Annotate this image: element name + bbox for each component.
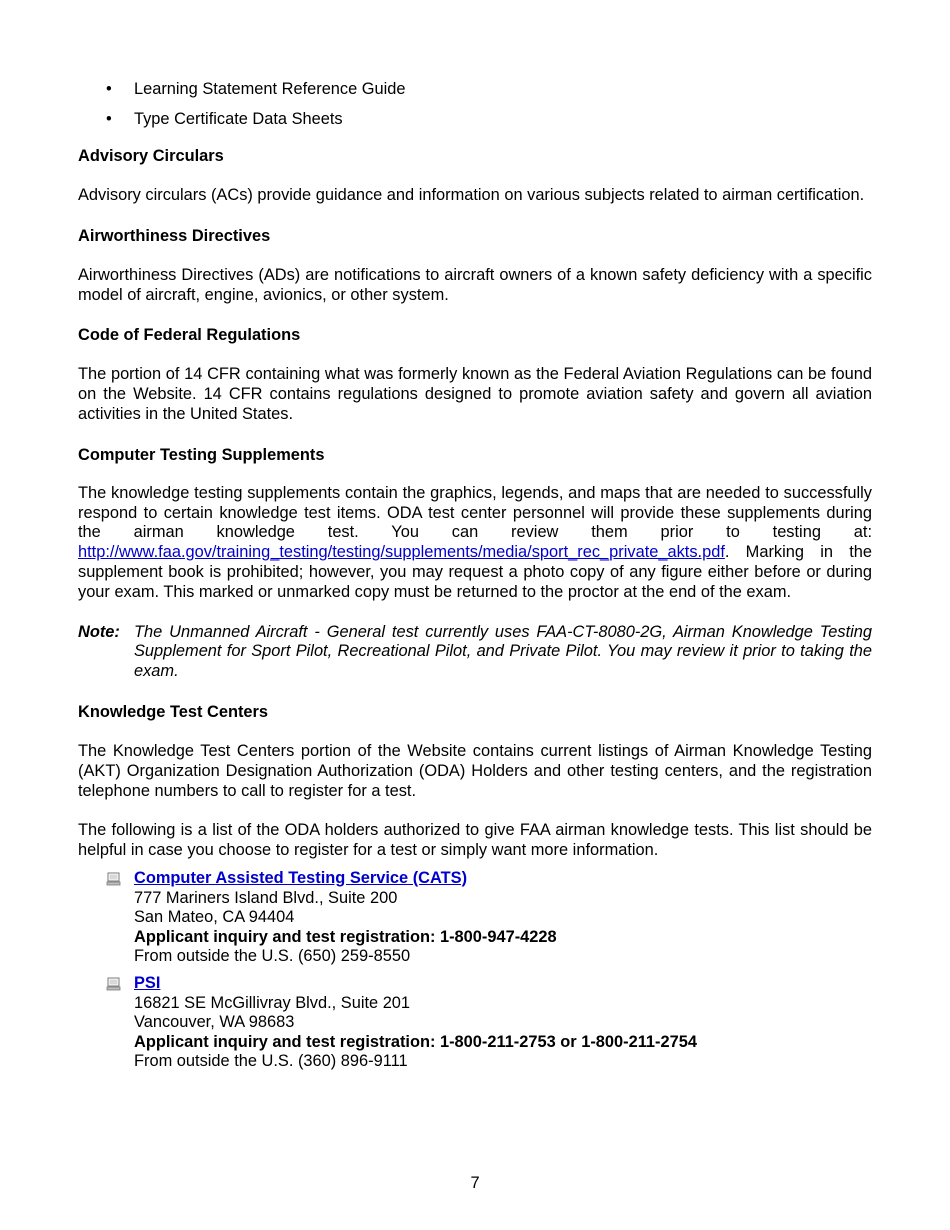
cts-text-before: The knowledge testing supplements contain the graphics, legends, and maps that are needed to successfully respond to certain knowledge test items. ODA test center personnel will provide these supplements during the airman knowledge test. You can review them prior to testing at: (78, 483, 872, 542)
page-number: 7 (470, 1174, 480, 1192)
knowledge-test-centers-text: The Knowledge Test Centers portion of the Website contains current listings of Airman Knowledge Testing (AKT) Organization Designation Authorization (ODA) Holders and other testing centers, and the registration telephone numbers to call to register for a test. (78, 741, 872, 800)
test-center-cats (78, 869, 872, 967)
section-heading-advisory-circulars: Advisory Circulars (78, 147, 224, 165)
test-center-address-line1: 777 Mariners Island Blvd., Suite 200 (134, 888, 398, 907)
computer-testing-supplements-text (78, 484, 872, 603)
test-center-name-link[interactable]: Computer Assisted Testing Service (CATS) (134, 868, 468, 887)
list-item (78, 78, 872, 100)
oda-holders-intro: The following is a list of the ODA holders authorized to give FAA airman knowledge tests. This list should be helpful in case you choose to register for a test or simply want more information. (78, 821, 872, 860)
test-center-registration: Applicant inquiry and test registration: 1-800-947-4228 (134, 927, 557, 946)
test-center-address-line2: San Mateo, CA 94404 (134, 908, 295, 927)
document-page (78, 78, 872, 1072)
bullet-text: Learning Statement Reference Guide (134, 80, 406, 98)
bullet-dot-icon: • (106, 80, 112, 98)
note-text: The Unmanned Aircraft - General test currently uses FAA-CT-8080-2G, Airman Knowledge Testing Supplement for Sport Pilot, Recreational Pilot, and Private Pilot. You may review it prior to taking the exam. (134, 622, 872, 681)
test-center-name-link[interactable]: PSI (134, 973, 161, 992)
cts-text-after: . Marking in the supplement book is prohibited; however, you may request a photo copy of any figure either before or during your exam. This marked or unmarked copy must be returned to the proctor at the end of the exam. (78, 543, 872, 601)
advisory-circulars-text: Advisory circulars (ACs) provide guidance and information on various subjects related to airman certification. (78, 186, 865, 204)
test-center-outside-phone: From outside the U.S. (360) 896-9111 (134, 1052, 408, 1071)
test-center-psi (78, 974, 872, 1072)
test-center-address-line2: Vancouver, WA 98683 (134, 1013, 295, 1032)
airworthiness-directives-text: Airworthiness Directives (ADs) are notifications to aircraft owners of a known safety deficiency with a specific model of aircraft, engine, avionics, or other system. (78, 265, 872, 304)
bullet-dot-icon: • (106, 110, 112, 128)
computer-icon (106, 977, 121, 991)
section-heading-computer-testing-supplements: Computer Testing Supplements (78, 445, 325, 464)
section-heading-knowledge-test-centers: Knowledge Test Centers (78, 702, 269, 721)
list-item (78, 108, 872, 130)
note-label: Note: (78, 622, 120, 641)
test-center-registration: Applicant inquiry and test registration: 1-800-211-2753 or 1-800-211-2754 (134, 1032, 697, 1051)
test-center-outside-phone: From outside the U.S. (650) 259-8550 (134, 947, 411, 966)
cfr-text: The portion of 14 CFR containing what was formerly known as the Federal Aviation Regulations can be found on the Website. 14 CFR contains regulations designed to promote aviation safety and govern all aviation activities in the United States. (78, 365, 872, 423)
note-block (78, 623, 872, 682)
computer-icon (106, 872, 121, 886)
test-center-address-line1: 16821 SE McGillivray Blvd., Suite 201 (134, 993, 411, 1012)
section-heading-airworthiness-directives: Airworthiness Directives (78, 226, 271, 245)
bullet-text: Type Certificate Data Sheets (134, 110, 343, 128)
section-heading-code-of-federal-regulations: Code of Federal Regulations (78, 326, 301, 345)
reference-bullet-list (78, 78, 872, 130)
supplements-link[interactable]: http://www.faa.gov/training_testing/testing/supplements/media/sport_rec_private_akts.pdf (78, 543, 725, 562)
